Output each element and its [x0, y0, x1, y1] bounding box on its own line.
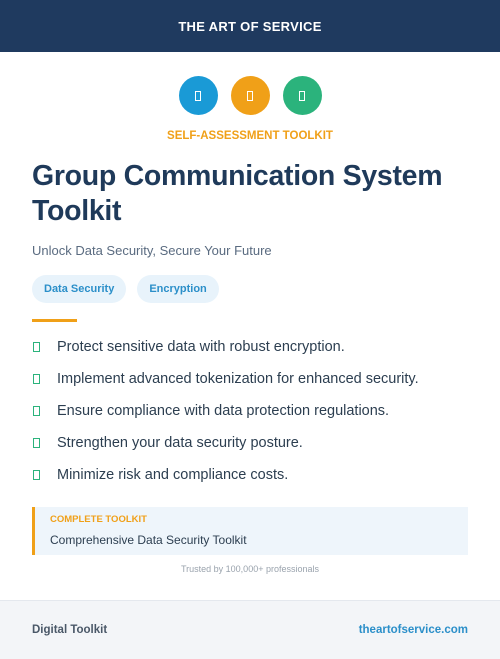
kicker-label: SELF-ASSESSMENT TOOLKIT — [167, 130, 333, 142]
list-item-text: Minimize risk and compliance costs. — [57, 467, 289, 483]
main-content — [0, 76, 500, 574]
tag-encryption[interactable]: Encryption — [137, 275, 218, 303]
list-item — [32, 331, 468, 363]
feature-list — [32, 331, 468, 491]
list-item — [32, 459, 468, 491]
check-icon — [33, 406, 40, 416]
website-link[interactable]: theartofservice.com — [358, 624, 468, 636]
toolkit-callout[interactable] — [32, 507, 468, 555]
brand-title: THE ART OF SERVICE — [178, 18, 322, 34]
callout-text: Comprehensive Data Security Toolkit — [50, 533, 247, 547]
subtitle: Unlock Data Security, Secure Your Future — [32, 243, 272, 258]
accent-divider — [32, 319, 77, 322]
top-banner — [0, 0, 500, 52]
list-item — [32, 427, 468, 459]
check-icon — [33, 470, 40, 480]
icon-row — [32, 76, 468, 115]
check-icon — [33, 438, 40, 448]
list-item — [32, 363, 468, 395]
footer — [0, 600, 500, 659]
list-item-text: Strengthen your data security posture. — [57, 435, 303, 451]
blue-circle-icon — [179, 76, 218, 115]
check-icon — [33, 342, 40, 352]
callout-label: COMPLETE TOOLKIT — [50, 514, 147, 525]
list-item-text: Protect sensitive data with robust encryption. — [57, 339, 345, 355]
green-circle-icon — [283, 76, 322, 115]
orange-circle-icon — [231, 76, 270, 115]
list-item-text: Ensure compliance with data protection regulations. — [57, 403, 390, 419]
footer-label: Digital Toolkit — [32, 624, 108, 636]
check-icon — [33, 374, 40, 384]
list-item — [32, 395, 468, 427]
trusted-note: Trusted by 100,000+ professionals — [180, 564, 319, 574]
list-item-text: Implement advanced tokenization for enhanced security. — [57, 371, 419, 387]
tag-list — [32, 275, 468, 303]
tag-data-security[interactable]: Data Security — [32, 275, 126, 303]
page-title: Group Communication System Toolkit — [32, 160, 443, 227]
